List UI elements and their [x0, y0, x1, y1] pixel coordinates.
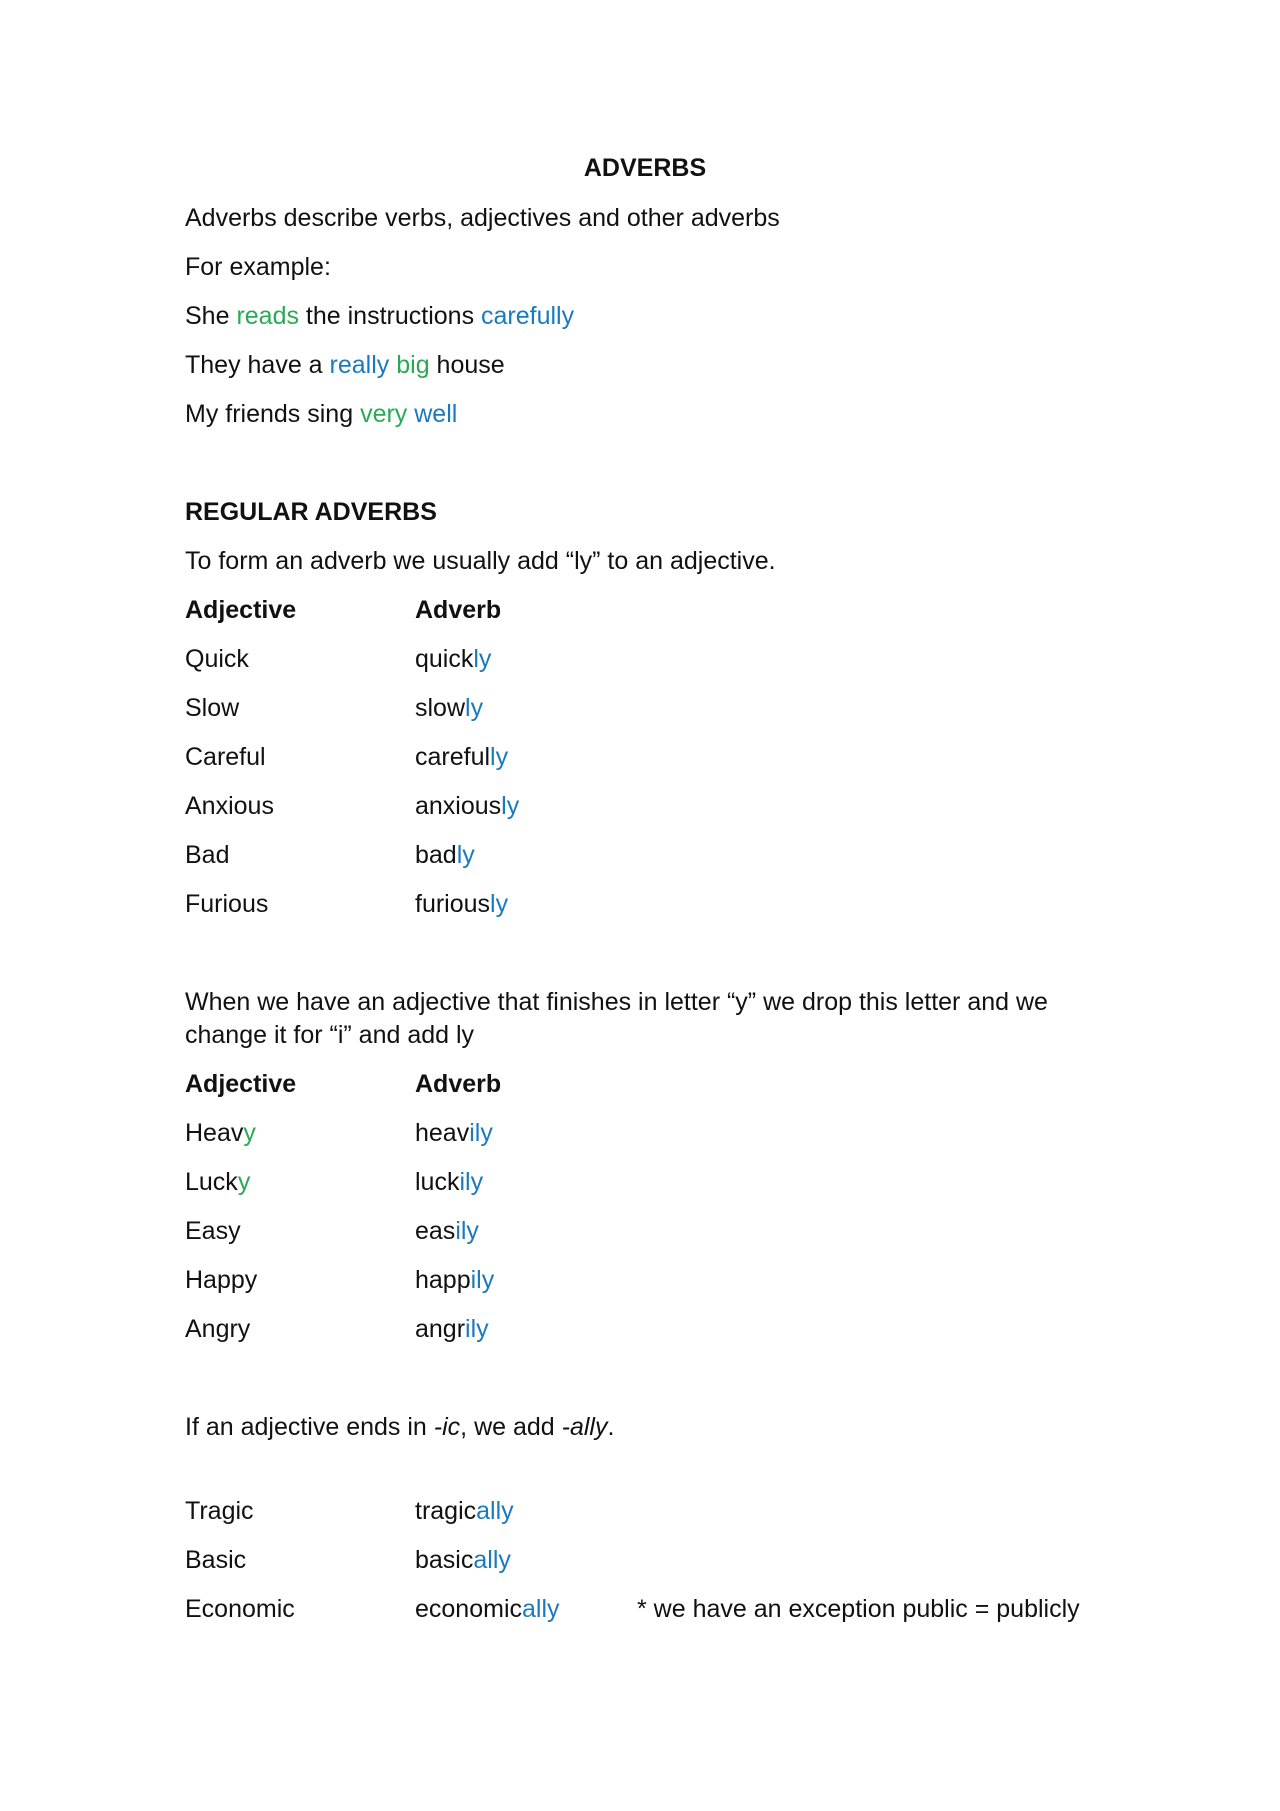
adverb-stem: slow: [415, 694, 466, 722]
page-title: ADVERBS: [583, 154, 707, 182]
example-sentence-1: [185, 301, 574, 331]
exception-note: * we have an exception public = publicly: [637, 1595, 1080, 1623]
example-verb: reads: [236, 302, 299, 330]
adverb-suffix: ly: [456, 841, 475, 869]
intro-text: Adverbs describe verbs, adjectives and other adverbs: [185, 204, 780, 232]
ic-rule-suffix-ally: -ally: [561, 1413, 608, 1441]
example-text: They have a: [185, 351, 330, 379]
adverb-suffix: ly: [465, 694, 484, 722]
adjective-stem: Happy: [185, 1266, 258, 1294]
example-adverb: carefully: [481, 302, 575, 330]
y-rule-description-line-1: When we have an adjective that finishes in letter “y” we drop this letter and we: [185, 988, 1048, 1016]
adverb-suffix: ily: [465, 1315, 489, 1343]
table-cell-adjective: Tragic: [185, 1497, 254, 1525]
adjective-ending: y: [243, 1119, 256, 1147]
adverb-stem: careful: [415, 743, 491, 771]
table-cell-adverb: [415, 742, 508, 772]
example-text: house: [429, 351, 505, 379]
column-header-adverb: Adverb: [415, 1070, 502, 1098]
table-cell-adverb: [415, 1594, 560, 1624]
column-header-adjective: Adjective: [185, 1070, 297, 1098]
example-sentence-2: [185, 350, 505, 380]
table-cell-adjective: [185, 1167, 250, 1197]
example-adjective: big: [396, 351, 430, 379]
table-cell-adjective: Anxious: [185, 792, 274, 820]
table-cell-adverb: [415, 840, 475, 870]
table-cell-adverb: [415, 791, 519, 821]
example-text: She: [185, 302, 237, 330]
section-heading-regular: REGULAR ADVERBS: [185, 498, 437, 526]
example-text: My friends sing: [185, 400, 361, 428]
table-cell-adverb: [415, 693, 483, 723]
table-cell-adjective: Careful: [185, 743, 266, 771]
example-sentence-3: [185, 399, 457, 429]
adverb-stem: furious: [415, 890, 491, 918]
table-cell-adverb: [415, 1314, 489, 1344]
adverb-stem: bad: [415, 841, 457, 869]
adjective-stem: Luck: [185, 1168, 238, 1196]
adverb-stem: basic: [415, 1546, 474, 1574]
table-cell-adverb: [415, 1496, 514, 1526]
adverb-suffix: ily: [459, 1168, 484, 1196]
ic-rule-description: [185, 1412, 614, 1442]
example-adverb-modifier: very: [360, 400, 408, 428]
column-header-adverb: Adverb: [415, 596, 502, 624]
adverb-suffix: ally: [522, 1595, 560, 1623]
adverb-suffix: ally: [476, 1497, 514, 1525]
for-example-label: For example:: [185, 253, 331, 281]
example-text: the instructions: [298, 302, 482, 330]
adjective-ending: y: [237, 1168, 251, 1196]
table-cell-adjective: Bad: [185, 841, 230, 869]
table-cell-adjective: Economic: [185, 1595, 295, 1623]
ic-rule-text: .: [607, 1413, 615, 1441]
adverb-stem: quick: [415, 645, 474, 673]
adverb-stem: heav: [415, 1119, 470, 1147]
adverb-stem: eas: [415, 1217, 456, 1245]
ic-rule-suffix-ic: -ic: [433, 1413, 461, 1441]
adjective-stem: Easy: [185, 1217, 241, 1245]
ic-rule-text: If an adjective ends in: [185, 1413, 434, 1441]
adverb-suffix: ily: [470, 1266, 495, 1294]
table-cell-adverb: [415, 1545, 511, 1575]
adverb-suffix: ily: [455, 1217, 479, 1245]
y-rule-description-line-2: change it for “i” and add ly: [185, 1021, 475, 1049]
adverb-suffix: ily: [469, 1119, 493, 1147]
adverb-stem: happ: [415, 1266, 471, 1294]
ic-rule-text: , we add: [460, 1413, 562, 1441]
adverb-stem: luck: [415, 1168, 460, 1196]
adverb-stem: economic: [415, 1595, 522, 1623]
table-cell-adjective: [185, 1216, 241, 1246]
table-cell-adjective: [185, 1314, 250, 1344]
table-cell-adjective: Furious: [185, 890, 269, 918]
adverb-suffix: ly: [490, 743, 509, 771]
table-cell-adverb: [415, 1216, 479, 1246]
table-cell-adjective: Slow: [185, 694, 240, 722]
adverb-suffix: ally: [473, 1546, 511, 1574]
adverb-suffix: ly: [473, 645, 492, 673]
table-cell-adjective: Quick: [185, 645, 249, 673]
example-adverb: well: [414, 400, 458, 428]
adverb-suffix: ly: [501, 792, 520, 820]
adjective-stem: Heav: [185, 1119, 244, 1147]
table-cell-adverb: [415, 1118, 493, 1148]
adverb-stem: tragic: [415, 1497, 477, 1525]
adverb-stem: anxious: [415, 792, 502, 820]
regular-description: To form an adverb we usually add “ly” to an adjective.: [185, 547, 776, 575]
example-adverb: really: [329, 351, 390, 379]
table-cell-adjective: [185, 1265, 257, 1295]
table-cell-adjective: Basic: [185, 1546, 247, 1574]
table-cell-adjective: [185, 1118, 256, 1148]
adverb-stem: angr: [415, 1315, 466, 1343]
table-cell-adverb: [415, 1265, 494, 1295]
table-cell-adverb: [415, 889, 508, 919]
table-cell-adverb: [415, 1167, 483, 1197]
table-cell-adverb: [415, 644, 491, 674]
column-header-adjective: Adjective: [185, 596, 297, 624]
adjective-stem: Angry: [185, 1315, 251, 1343]
adverb-suffix: ly: [490, 890, 509, 918]
